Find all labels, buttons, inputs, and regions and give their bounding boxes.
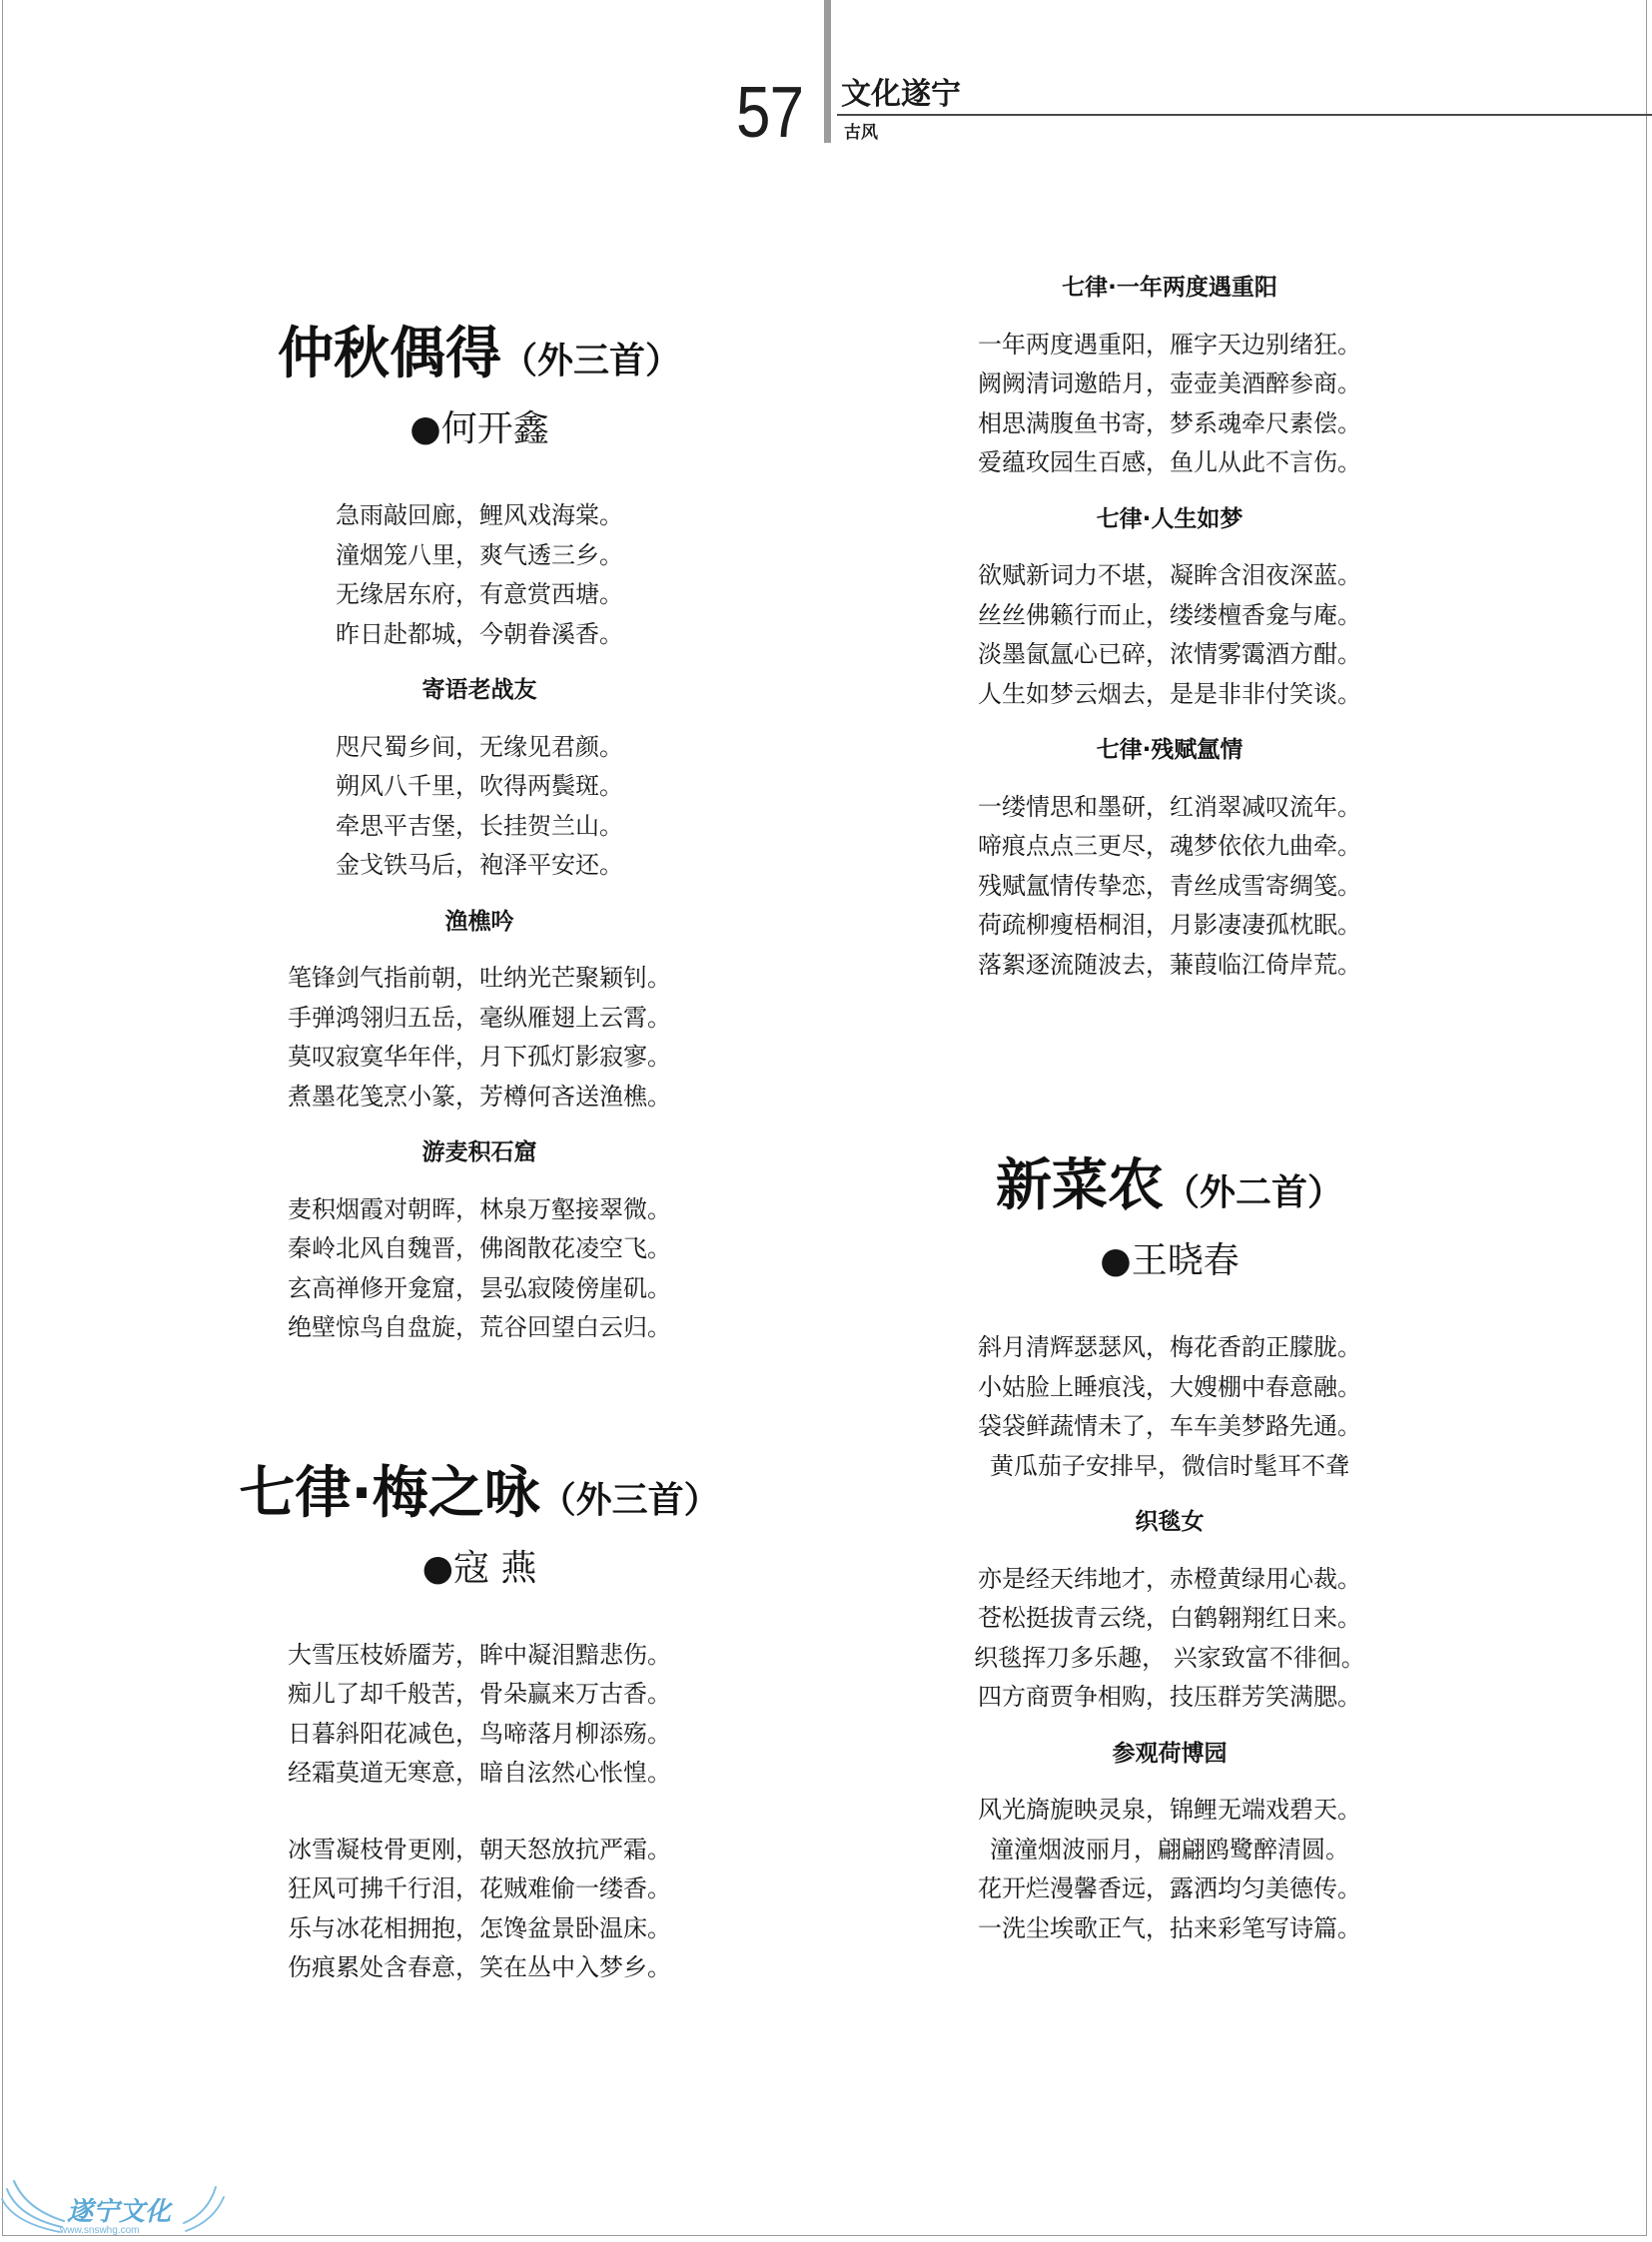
article-title-note: （外二首）	[1163, 1172, 1343, 1213]
poem-line: 苍松挺拔青云绕，白鹤翱翔红日来。	[978, 1604, 1361, 1632]
article-title	[200, 320, 759, 389]
site-logo-url: www.snswhg.com	[60, 2225, 140, 2236]
poem-line: 荷疏柳瘦梧桐泪，月影凄凄孤枕眠。	[978, 911, 1361, 939]
poem-line: 痴儿了却千般苦，骨朵赢来万古香。	[288, 1680, 671, 1708]
site-logo-text: 遂宁文化	[67, 2197, 172, 2227]
poem-line: 手弹鸿翎归五岳，毫纵雁翅上云霄。	[288, 1003, 671, 1032]
poem-line: 落絮逐流随波去，蒹葭临江倚岸荒。	[978, 950, 1361, 979]
poem-line: 丝丝佛籁行而止，缕缕檀香龛与庵。	[978, 600, 1361, 629]
poem-line: 相思满腹鱼书寄，梦系魂牵尺素偿。	[978, 408, 1361, 437]
poem-line: 斜月清辉瑟瑟风，梅花香韵正朦胧。	[978, 1333, 1361, 1361]
poem-line: 狂风可拂千行泪，花贼难偷一缕香。	[288, 1874, 671, 1902]
poem-block	[890, 714, 1449, 985]
poem-line: 欲赋新词力不堪，凝眸含泪夜深蓝。	[978, 561, 1361, 589]
poem-line: 风光旖旎映灵泉，锦鲤无端戏碧天。	[978, 1796, 1361, 1824]
poem-line: 秦岭北风自魏晋，佛阁散花凌空飞。	[288, 1234, 671, 1262]
author-byline: ●寇 燕	[421, 1547, 537, 1589]
poem-line: 袋袋鲜蔬情未了，车车美梦路先通。	[978, 1412, 1361, 1440]
poem-block	[890, 252, 1449, 483]
poem-line: 亦是经天纬地才，赤橙黄绿用心裁。	[978, 1564, 1361, 1593]
article-meizhiyong	[200, 1459, 759, 1988]
poem-line: 朔风八千里，吹得两鬓斑。	[336, 772, 623, 800]
poem-line: 急雨敲回廊，鲤风戏海棠。	[336, 501, 623, 529]
poem-line: 牵思平吉堡，长挂贺兰山。	[336, 811, 623, 840]
poem-block	[890, 1328, 1449, 1486]
poem-line: 莫叹寂寞华年伴，月下孤灯影寂寥。	[288, 1043, 671, 1071]
poem-line: 黄瓜茄子安排早，微信时髦耳不聋	[990, 1451, 1349, 1480]
author-byline: ●王晓春	[1100, 1240, 1239, 1281]
poem-line: 昨日赴都城，今朝眷溪香。	[336, 619, 623, 648]
poem-line: 煮墨花笺烹小篆，芳樽何吝送渔樵。	[288, 1082, 671, 1111]
page-number: 57	[736, 73, 804, 153]
poem-line: 大雪压枝娇靥芳，眸中凝泪黯悲伤。	[288, 1640, 671, 1669]
poem-line: 冰雪凝枝骨更刚，朝天怒放抗严霜。	[288, 1835, 671, 1864]
left-column	[200, 320, 759, 1988]
poem-line: 潼烟笼八里，爽气透三乡。	[336, 540, 623, 569]
poem-line: 伤痕累处含春意，笑在丛中入梦乡。	[288, 1953, 671, 1981]
poem-block	[890, 1718, 1449, 1949]
poem-line: 四方商贾争相购，技压群芳笑满腮。	[978, 1683, 1361, 1711]
right-column	[890, 252, 1449, 1948]
poem-subtitle: 游麦积石窟	[421, 1139, 537, 1165]
poem-line: 笔锋剑气指前朝，吐纳光芒聚颖钊。	[288, 964, 671, 992]
poem-block	[890, 483, 1449, 715]
poem-line: 咫尺蜀乡间，无缘见君颜。	[336, 732, 623, 761]
poem-subtitle: 寄语老战友	[421, 677, 537, 703]
poem-line: 残赋氲情传挚恋，青丝成雪寄绸笺。	[978, 871, 1361, 900]
poem-line: 织毯挥刀多乐趣， 兴家致富不徘徊。	[974, 1643, 1365, 1672]
poem-line: 花开烂漫馨香远，露洒均匀美德传。	[978, 1874, 1361, 1902]
poem-block	[200, 886, 759, 1118]
article-title	[890, 1151, 1449, 1221]
article-title-note: （外三首）	[500, 341, 681, 381]
poem-block	[200, 496, 759, 654]
poem-line: 日暮斜阳花减色，鸟啼落月柳添殇。	[288, 1719, 671, 1748]
article-title-text: 七律·梅之咏	[239, 1460, 540, 1526]
poem-subtitle: 七律·人生如梦	[1096, 505, 1243, 532]
poem-line: 绝壁惊鸟自盘旋，荒谷回望白云归。	[288, 1313, 671, 1341]
poem-block	[200, 1117, 759, 1348]
header-rule	[837, 114, 1652, 116]
poem-line: 一年两度遇重阳，雁字天边别绪狂。	[978, 330, 1361, 359]
poem-stanza	[200, 1831, 759, 1988]
poem-subtitle: 织毯女	[1135, 1509, 1205, 1535]
poem-block	[200, 654, 759, 886]
poem-line: 玄高禅修开龛窟，昙弘寂陵傍崖矶。	[288, 1273, 671, 1302]
poem-line: 啼痕点点三更尽，魂梦依依九曲牵。	[978, 832, 1361, 860]
poem-line: 爱蕴玫园生百感，鱼儿从此不言伤。	[978, 448, 1361, 476]
poem-line: 麦积烟霞对朝晖，林泉万壑接翠微。	[288, 1194, 671, 1223]
poem-line: 无缘居东府，有意赏西塘。	[336, 580, 623, 608]
poem-subtitle: 参观荷博园	[1112, 1740, 1228, 1767]
poem-subtitle: 七律·一年两度遇重阳	[1062, 275, 1277, 301]
poem-line: 经霜莫道无寒意，暗自泫然心怅惶。	[288, 1759, 671, 1787]
poem-subtitle: 七律·残赋氲情	[1096, 737, 1243, 763]
poem-line: 潼潼烟波丽月，翩翩鸥鹭醉清圆。	[990, 1835, 1349, 1864]
poem-line: 金戈铁马后，袍泽平安还。	[336, 851, 623, 879]
article-title-text: 新菜农	[995, 1153, 1164, 1218]
article-zhongqiu-oude	[200, 320, 759, 1348]
header-accent-bar	[824, 0, 831, 143]
article-title-text: 仲秋偶得	[277, 322, 501, 386]
article-title	[200, 1459, 759, 1529]
poem-line: 人生如梦云烟去，是是非非付笑谈。	[978, 679, 1361, 708]
poem-line: 乐与冰花相拥抱，怎馋盆景卧温床。	[288, 1913, 671, 1942]
poem-block	[890, 1486, 1449, 1718]
author-byline: ●何开鑫	[410, 408, 549, 449]
poem-line: 小姑脸上睡痕浅，大嫂棚中春意融。	[978, 1372, 1361, 1401]
poem-stanza	[200, 1636, 759, 1794]
article-title-note: （外三首）	[539, 1479, 720, 1521]
poem-line: 一洗尘埃歌正气，拈来彩笔写诗篇。	[978, 1913, 1361, 1942]
section-name: 古风	[844, 123, 878, 143]
poem-block	[200, 1636, 759, 1988]
poem-subtitle: 渔樵吟	[444, 908, 514, 935]
poem-line: 淡墨氤氲心已碎，浓情雾霭酒方酣。	[978, 640, 1361, 668]
poem-line: 阙阙清词邀皓月，壶壶美酒醉参商。	[978, 370, 1361, 397]
poem-line: 一缕情思和墨研，红消翠减叹流年。	[978, 792, 1361, 821]
magazine-name: 文化遂宁	[841, 77, 961, 112]
article-xin-cainong	[890, 1151, 1449, 1948]
